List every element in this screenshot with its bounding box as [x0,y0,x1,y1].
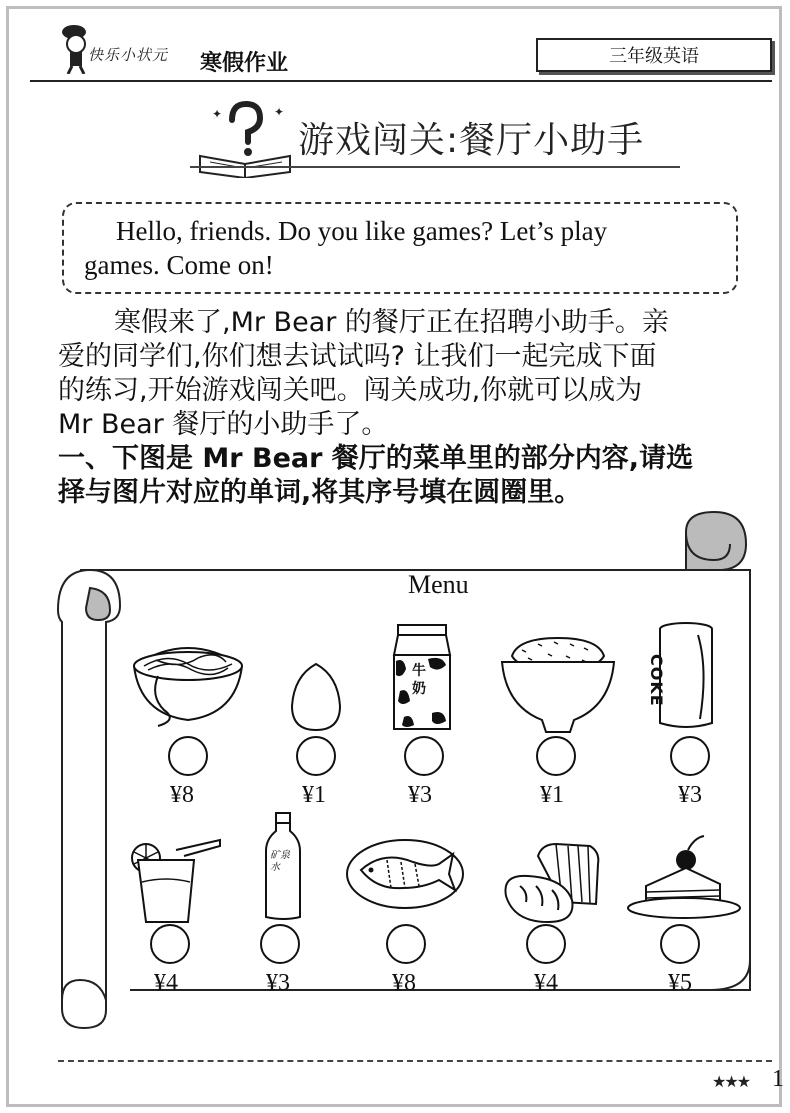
answer-circle[interactable] [526,924,566,964]
menu-item-milk [382,616,502,826]
svg-text:✦: ✦ [212,107,223,121]
grade-label: 三年级英语 [536,38,772,72]
price-label: ¥8 [170,782,194,808]
menu-item-noodles [128,636,248,846]
coke-label: COKE [647,654,666,707]
greeting-box [62,202,738,294]
price-label: ¥3 [408,782,432,808]
intro-paragraph [58,306,750,442]
footer-divider [58,1060,772,1062]
price-label: ¥1 [540,782,564,808]
intro-line: 的练习,开始游戏闯关吧。闯关成功,你就可以成为 [58,375,643,406]
price-label: ¥1 [302,782,326,808]
difficulty-stars: ★★★ [712,1072,750,1091]
rice-bowl-icon [498,636,618,746]
price-label: ¥4 [154,970,178,996]
price-label: ¥5 [668,970,692,996]
menu-item-bread [498,830,618,1040]
answer-circle[interactable] [296,736,336,776]
menu-item-juice [128,830,248,1040]
juice-glass-icon [128,830,248,940]
menu-item-coke [647,614,770,824]
brand-script: 快乐小状元 [88,46,169,64]
coke-can-icon [650,614,770,734]
intro-line: 寒假来了,Mr Bear 的餐厅正在招聘小助手。亲 [114,307,669,338]
brand-title: 寒假作业 [200,51,289,76]
menu-item-rice [498,636,618,846]
price-label: ¥3 [678,782,702,808]
answer-circle[interactable] [536,736,576,776]
water-label: 矿泉水 [270,850,290,873]
page-number: 1 [772,1066,784,1092]
menu-item-cake [624,830,744,1040]
title-underline [190,166,680,168]
menu-item-fish [340,830,460,1040]
instruction-line: 一、下图是 Mr Bear 餐厅的菜单里的部分内容,请选 [58,443,694,474]
intro-line: Mr Bear 餐厅的小助手了。 [58,409,389,440]
answer-circle[interactable] [386,924,426,964]
answer-circle[interactable] [670,736,710,776]
svg-text:✦: ✦ [274,105,285,119]
intro-line: 爱的同学们,你们想去试试吗? 让我们一起完成下面 [58,341,657,372]
answer-circle[interactable] [660,924,700,964]
section-header [180,98,680,178]
answer-circle[interactable] [150,924,190,964]
section-title: 游戏闯关:餐厅小助手 [298,120,645,161]
menu-title: Menu [408,570,469,599]
instruction-line: 择与图片对应的单词,将其序号填在圆圈里。 [58,477,582,508]
brand-logo [58,22,318,82]
greeting-line-2: games. Come on! [84,250,274,280]
milk-carton-icon [382,616,502,736]
egg-icon [264,636,384,746]
answer-circle[interactable] [404,736,444,776]
answer-circle[interactable] [260,924,300,964]
header-divider [30,80,772,82]
milk-label: 牛奶 [412,663,426,697]
noodles-icon [128,636,248,746]
bread-icon [498,830,618,940]
question-instruction [58,442,750,510]
greeting-line-1: Hello, friends. Do you like games? Let’s play [116,216,608,246]
price-label: ¥4 [534,970,558,996]
price-label: ¥8 [392,970,416,996]
answer-circle[interactable] [168,736,208,776]
price-label: ¥3 [266,970,290,996]
